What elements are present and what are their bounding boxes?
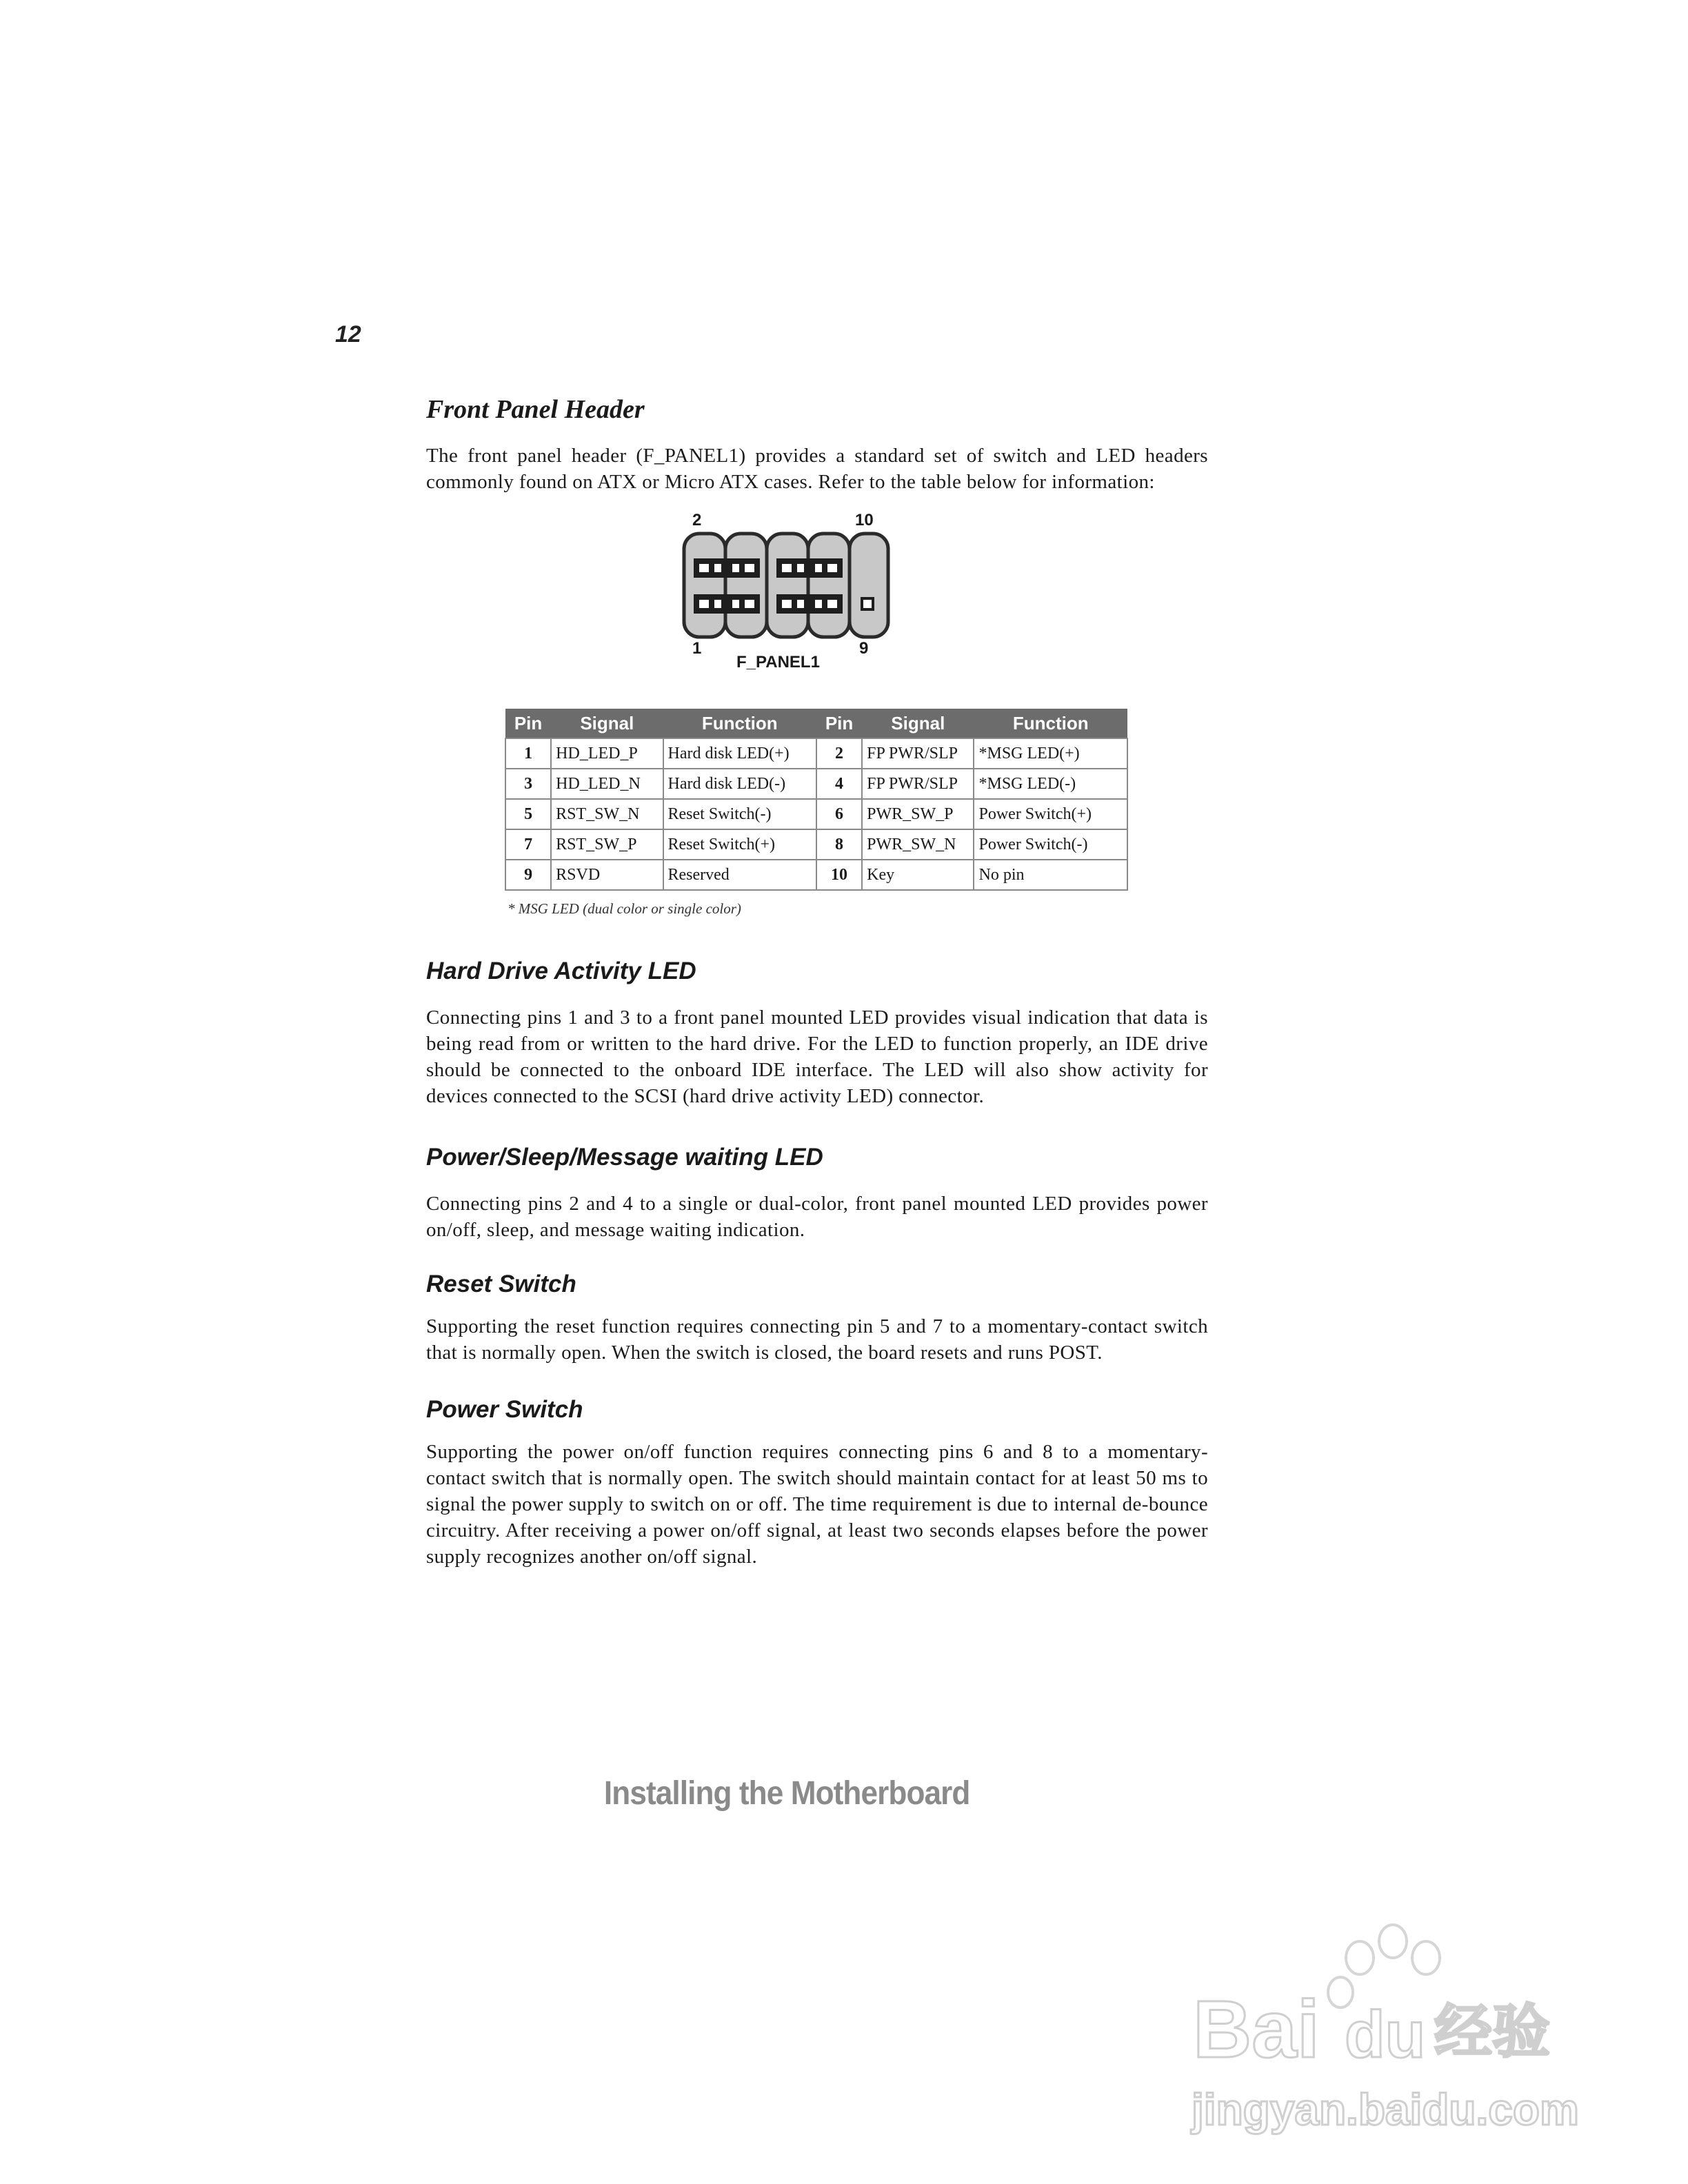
diagram-label-pin9: 9 <box>859 639 869 658</box>
footer-title: Installing the Motherboard <box>603 1775 970 1812</box>
function-cell: Power Switch(-) <box>974 829 1127 860</box>
power-led-heading: Power/Sleep/Message waiting LED <box>426 1144 823 1171</box>
table-row <box>505 769 1127 799</box>
power-led-body: Connecting pins 2 and 4 to a single or dual-color, front panel mounted LED provides power on/off, sleep, and message waiting indication. <box>426 1193 1208 1241</box>
section-power-led <box>426 1144 1208 1243</box>
signal-cell: FP PWR/SLP <box>862 738 974 769</box>
diagram-label-pin2: 2 <box>692 511 702 529</box>
pin-cell: 10 <box>816 860 862 890</box>
table-row <box>505 829 1127 860</box>
header-function-b: Function <box>974 709 1127 738</box>
function-cell: *MSG LED(+) <box>974 738 1127 769</box>
f-panel-diagram <box>426 506 1208 678</box>
section-hdd-led <box>426 958 1208 1109</box>
signal-cell: Key <box>862 860 974 890</box>
section-power-switch <box>426 1396 1208 1570</box>
signal-cell: RST_SW_P <box>551 829 663 860</box>
signal-cell: FP PWR/SLP <box>862 769 974 799</box>
watermark-cn: 经验 <box>1434 1999 1551 2064</box>
power-switch-body: Supporting the power on/off function requires connecting pins 6 and 8 to a momentary-contact switch that is normally open. The switch should maintain contact for at least 50 ms to signal the power supply to switch on or off. The time requirement is due to internal de-bounce circuitry. After receiving a power on/off signal, at least two seconds elapses before the power supply recognizes another on/off signal. <box>426 1441 1208 1568</box>
signal-cell: RST_SW_N <box>551 799 663 829</box>
header-signal-a: Signal <box>551 709 663 738</box>
f-panel-connector-icon <box>679 506 899 671</box>
function-cell: Reserved <box>663 860 816 890</box>
pin-cell: 9 <box>505 860 551 890</box>
function-cell: Hard disk LED(+) <box>663 738 816 769</box>
header-pin-a: Pin <box>505 709 551 738</box>
hdd-led-body: Connecting pins 1 and 3 to a front panel mounted LED provides visual indication that data is being read from or written to the hard drive. For the LED to function properly, an IDE drive should be connected to the onboard IDE interface. The LED will also show activity for devices connected to the SCSI (hard drive activity LED) connector. <box>426 1007 1208 1107</box>
page-number: 12 <box>335 321 361 347</box>
pin-cell: 2 <box>816 738 862 769</box>
diagram-label-pin10: 10 <box>855 511 874 529</box>
reset-switch-body: Supporting the reset function requires connecting pin 5 and 7 to a momentary-contact switch that is normally open. When the switch is closed, the board resets and runs POST. <box>426 1315 1208 1364</box>
signal-cell: PWR_SW_N <box>862 829 974 860</box>
pin-cell: 6 <box>816 799 862 829</box>
pin-cell: 5 <box>505 799 551 829</box>
pin-cell: 1 <box>505 738 551 769</box>
function-cell: Reset Switch(-) <box>663 799 816 829</box>
baidu-watermark-logo <box>1172 1910 1586 2158</box>
pin-table <box>505 709 1128 891</box>
function-cell: No pin <box>974 860 1127 890</box>
pin-cell: 4 <box>816 769 862 799</box>
pin-table-header-row <box>505 709 1127 738</box>
function-cell: *MSG LED(-) <box>974 769 1127 799</box>
header-signal-b: Signal <box>862 709 974 738</box>
table-row <box>505 799 1127 829</box>
signal-cell: PWR_SW_P <box>862 799 974 829</box>
watermark-brand-suffix: du <box>1345 1998 1426 2072</box>
hdd-led-heading: Hard Drive Activity LED <box>426 958 696 984</box>
table-row <box>505 738 1127 769</box>
signal-cell: HD_LED_P <box>551 738 663 769</box>
watermark-url: jingyan.baidu.com <box>1192 2085 1579 2134</box>
function-cell: Hard disk LED(-) <box>663 769 816 799</box>
front-panel-intro: The front panel header (F_PANEL1) provides a standard set of switch and LED headers commonly found on ATX or Micro ATX cases. Refer to the table below for information: <box>426 445 1208 493</box>
pin-cell: 3 <box>505 769 551 799</box>
pin-cell: 8 <box>816 829 862 860</box>
diagram-label-pin1: 1 <box>692 639 702 658</box>
table-row <box>505 860 1127 890</box>
signal-cell: RSVD <box>551 860 663 890</box>
function-cell: Reset Switch(+) <box>663 829 816 860</box>
section-reset-switch <box>426 1271 1208 1366</box>
main-content <box>426 394 1208 1570</box>
function-cell: Power Switch(+) <box>974 799 1127 829</box>
diagram-caption: F_PANEL1 <box>736 653 820 671</box>
signal-cell: HD_LED_N <box>551 769 663 799</box>
power-switch-heading: Power Switch <box>426 1396 583 1423</box>
header-pin-b: Pin <box>816 709 862 738</box>
pin-cell: 7 <box>505 829 551 860</box>
table-note: * MSG LED (dual color or single color) <box>508 900 741 917</box>
reset-switch-heading: Reset Switch <box>426 1271 576 1297</box>
watermark-brand: Bai <box>1193 1984 1320 2075</box>
front-panel-heading: Front Panel Header <box>426 395 645 424</box>
header-function-a: Function <box>663 709 816 738</box>
